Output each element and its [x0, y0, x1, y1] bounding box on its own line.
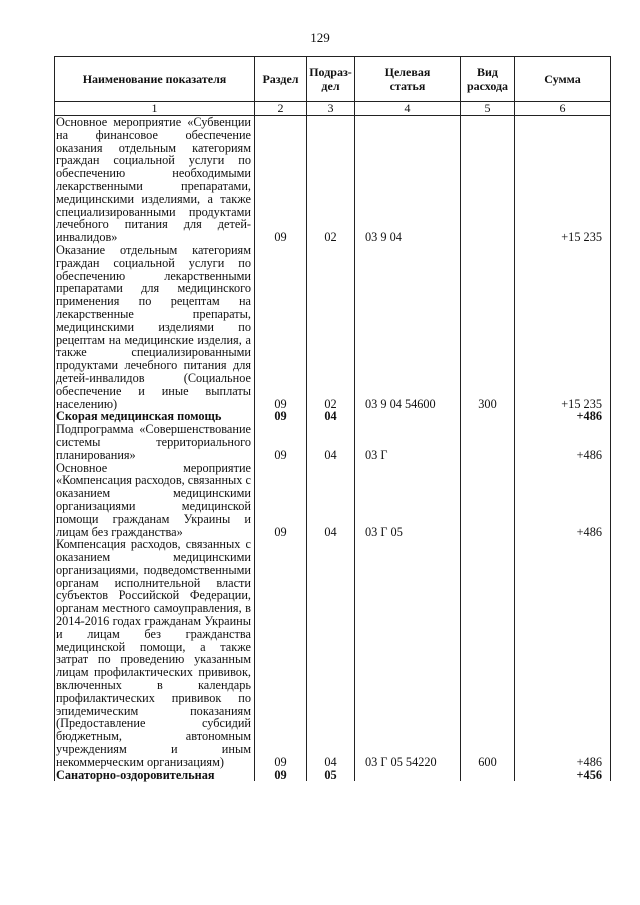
- row-sum: +486: [515, 410, 611, 423]
- row-target: [355, 410, 461, 423]
- column-number: 3: [307, 102, 355, 116]
- row-kind: [461, 423, 515, 461]
- row-kind: [461, 410, 515, 423]
- row-target: 03 9 04 54600: [355, 244, 461, 410]
- header-kind: Вид расхода: [461, 57, 515, 102]
- column-number: 1: [55, 102, 255, 116]
- row-kind: [461, 769, 515, 782]
- column-number-row: [55, 102, 611, 116]
- row-name: Оказание отдельным категориям граждан социальной услуги по обеспечению лекарственными препаратами для медицинского применения по рецептам на лекарственные препараты, медицинскими изделиями по рецептам на медицинские изделия, а также специализированными продуктами лечебного питания для детей-инвалидов (Социальное обеспечение и иные выплаты населению): [55, 244, 255, 410]
- row-sum: +486: [515, 423, 611, 461]
- row-kind: [461, 116, 515, 244]
- column-number: 4: [355, 102, 461, 116]
- row-subsection: 02: [307, 244, 355, 410]
- row-kind: 300: [461, 244, 515, 410]
- row-name: Подпрограмма «Совершенствование системы территориального планирования»: [55, 423, 255, 461]
- row-sum: +486: [515, 538, 611, 768]
- row-section: 09: [255, 769, 307, 782]
- row-kind: 600: [461, 538, 515, 768]
- table-row: [55, 423, 611, 461]
- row-target: 03 Г 05: [355, 462, 461, 539]
- row-subsection: 04: [307, 538, 355, 768]
- header-row: [55, 57, 611, 102]
- header-section: Раздел: [255, 57, 307, 102]
- table-row: [55, 769, 611, 782]
- page-number: 129: [310, 30, 330, 45]
- row-name: Скорая медицинская помощь: [55, 410, 255, 423]
- row-sum: +456: [515, 769, 611, 782]
- column-number: 2: [255, 102, 307, 116]
- row-sum: +15 235: [515, 244, 611, 410]
- row-subsection: 04: [307, 410, 355, 423]
- row-name: Основное мероприятие «Субвенции на финансовое обеспечение оказания отдельным категориям граждан социальной услуги по обеспечению необходимыми лекарственными препаратами, медицинскими изделиями, а также специализированными продуктами лечебного питания для детей-инвалидов»: [55, 116, 255, 244]
- row-target: 03 9 04: [355, 116, 461, 244]
- table-row: [55, 462, 611, 539]
- row-subsection: 05: [307, 769, 355, 782]
- row-section: 09: [255, 116, 307, 244]
- header-subsection: Подраз- дел: [307, 57, 355, 102]
- row-target: [355, 769, 461, 782]
- row-section: 09: [255, 410, 307, 423]
- header-sum: Сумма: [515, 57, 611, 102]
- table-row: [55, 538, 611, 768]
- row-section: 09: [255, 462, 307, 539]
- row-target: 03 Г 05 54220: [355, 538, 461, 768]
- header-target: Целевая статья: [355, 57, 461, 102]
- column-number: 5: [461, 102, 515, 116]
- row-section: 09: [255, 423, 307, 461]
- budget-table: [54, 56, 611, 781]
- row-name: Компенсация расходов, связанных с оказанием медицинскими организациями, подведомственными органам исполнительной власти субъектов Российской Федерации, органам местного самоуправления, в 2014-2016 годах гражданам Украины и лицам без гражданства медицинской помощи, а также затрат по проведению указанным лицам профилактических прививок, включенных в календарь профилактических прививок по эпидемическим показаниям (Предоставление субсидий бюджетным, автономным учреждениям и иным некоммерческим организациям): [55, 538, 255, 768]
- header-name: Наименование показателя: [55, 57, 255, 102]
- row-section: 09: [255, 538, 307, 768]
- row-kind: [461, 462, 515, 539]
- row-subsection: 02: [307, 116, 355, 244]
- row-subsection: 04: [307, 423, 355, 461]
- row-subsection: 04: [307, 462, 355, 539]
- table-row: [55, 116, 611, 244]
- row-name: Основное мероприятие «Компенсация расходов, связанных с оказанием медицинскими организациями медицинской помощи гражданам Украины и лицам без гражданства»: [55, 462, 255, 539]
- row-section: 09: [255, 244, 307, 410]
- row-target: 03 Г: [355, 423, 461, 461]
- row-sum: +486: [515, 462, 611, 539]
- table-row: [55, 244, 611, 410]
- row-name: Санаторно-оздоровительная: [55, 769, 255, 782]
- row-sum: +15 235: [515, 116, 611, 244]
- column-number: 6: [515, 102, 611, 116]
